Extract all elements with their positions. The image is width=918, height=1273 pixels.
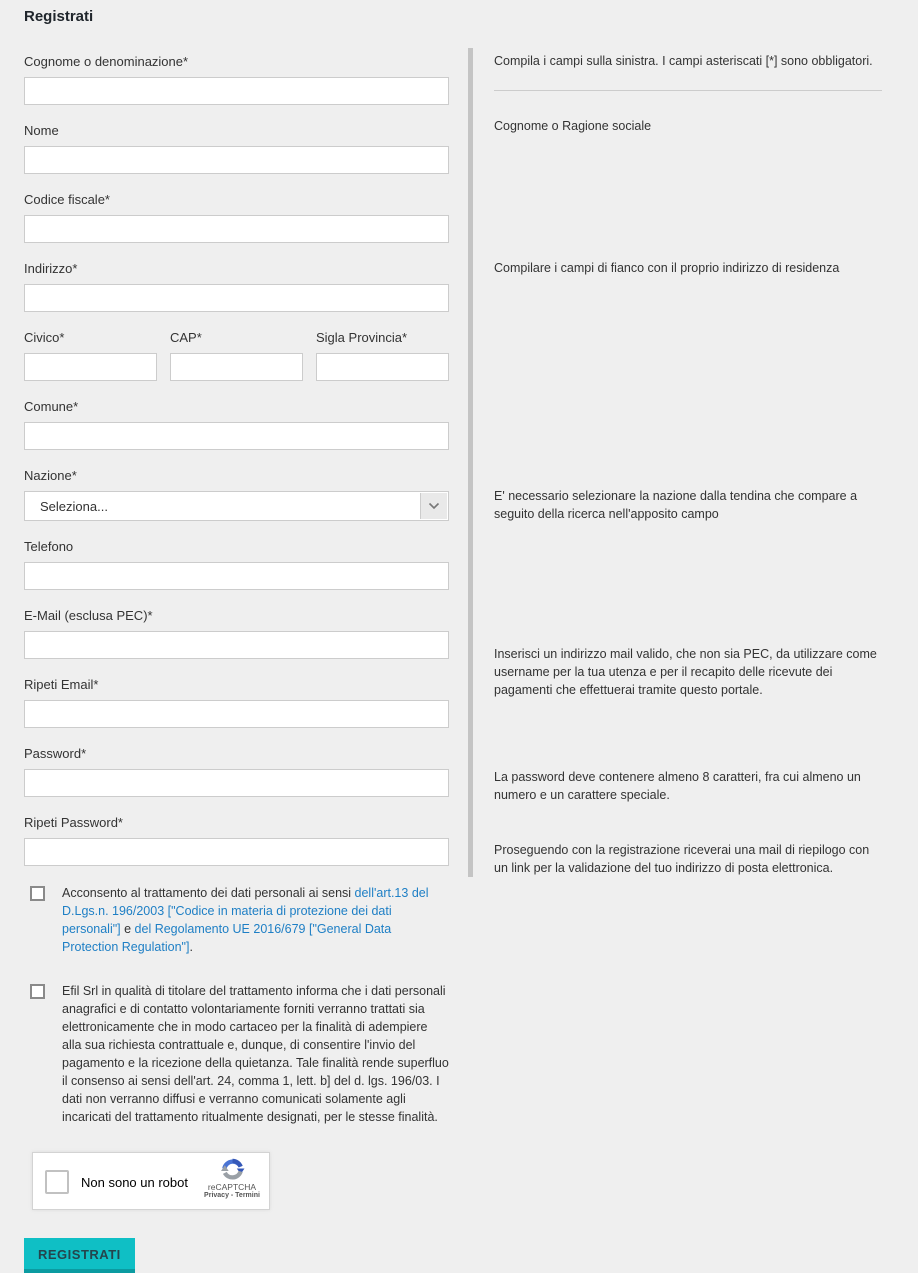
email-label: E-Mail (esclusa PEC)* xyxy=(24,608,153,623)
comune-input[interactable] xyxy=(24,422,449,450)
recaptcha-widget xyxy=(32,1152,270,1210)
password-input[interactable] xyxy=(24,769,449,797)
field-indirizzo xyxy=(24,261,449,312)
civico-label: Civico* xyxy=(24,330,65,345)
help-email: Inserisci un indirizzo mail valido, che non sia PEC, da utilizzare come username per la tua utenza e per il recapito delle ricevute dei pagamenti che effettuerai tramite questo portale. xyxy=(494,647,877,697)
gdpr-link[interactable]: del Regolamento UE 2016/679 ["General Data Protection Regulation"] xyxy=(62,922,392,954)
field-civico xyxy=(24,330,157,381)
telefono-input[interactable] xyxy=(24,562,449,590)
consent-treatment-text: Efil Srl in qualità di titolare del trattamento informa che i dati personali anagrafici e di contatto volontariamente forniti verranno trattati sia elettronicamente che in modo cartaceo per la finalità di adempiere alla sua richiesta contrattuale e, dunque, di consentire l'invio del pagamento e la ricezione della quietanza. Tale finalità rende superfluo il consenso ai sensi dell'art. 24, comma 1, lett. b] del d. lgs. 196/03. I dati non verranno diffusi e verranno comunicati solamente agli incaricati del trattamento ritualmente designati, per le stesse finalità. xyxy=(62,984,449,1124)
cognome-input[interactable] xyxy=(24,77,449,105)
nome-input[interactable] xyxy=(24,146,449,174)
consent-treatment-checkbox[interactable] xyxy=(30,984,45,999)
help-cognome: Cognome o Ragione sociale xyxy=(494,119,652,133)
chevron-down-icon[interactable] xyxy=(420,493,447,519)
help-nazione: E' necessario selezionare la nazione dalla tendina che compare a seguito della ricerca nell'apposito campo xyxy=(494,489,858,521)
recaptcha-brand xyxy=(201,1158,263,1199)
consent-privacy-checkbox[interactable] xyxy=(30,886,45,901)
comune-label: Comune* xyxy=(24,399,79,414)
help-indirizzo: Compilare i campi di fianco con il proprio indirizzo di residenza xyxy=(494,261,840,275)
consent-text-prefix: Acconsento al trattamento dei dati personali ai sensi xyxy=(62,886,355,900)
consent-text-suffix: . xyxy=(189,940,193,954)
ripeti-email-input[interactable] xyxy=(24,700,449,728)
field-comune xyxy=(24,399,449,450)
field-ripeti-password xyxy=(24,815,449,866)
civico-input[interactable] xyxy=(24,353,157,381)
consent-privacy-text xyxy=(62,884,449,956)
privacy-code-link[interactable]: dell'art.13 del D.Lgs.n. 196/2003 ["Codice in materia di protezione dei dati personali"] xyxy=(62,886,429,936)
ripeti-email-label: Ripeti Email* xyxy=(24,677,99,692)
field-password xyxy=(24,746,449,797)
registrati-button[interactable]: REGISTRATI xyxy=(24,1238,135,1273)
column-divider xyxy=(468,48,473,877)
field-sigla-provincia xyxy=(316,330,449,381)
telefono-label: Telefono xyxy=(24,539,74,554)
field-telefono xyxy=(24,539,449,590)
codice-fiscale-input[interactable] xyxy=(24,215,449,243)
codice-fiscale-label: Codice fiscale* xyxy=(24,192,110,207)
indirizzo-input[interactable] xyxy=(24,284,449,312)
consent-privacy-row xyxy=(24,884,449,956)
cognome-label: Cognome o denominazione* xyxy=(24,54,189,69)
recaptcha-brand-name: reCAPTCHA xyxy=(207,1182,257,1192)
ripeti-password-label: Ripeti Password* xyxy=(24,815,123,830)
address-detail-row xyxy=(24,330,449,381)
recaptcha-checkbox[interactable] xyxy=(45,1170,69,1194)
recaptcha-logo-icon xyxy=(221,1158,244,1181)
field-nome xyxy=(24,123,449,174)
help-final: Proseguendo con la registrazione riceverai una mail di riepilogo con un link per la validazione del tuo indirizzo di posta elettronica. xyxy=(494,843,870,875)
nazione-label: Nazione* xyxy=(24,468,77,483)
password-label: Password* xyxy=(24,746,87,761)
nome-label: Nome xyxy=(24,123,59,138)
field-cap xyxy=(170,330,303,381)
help-divider-rule xyxy=(494,90,882,91)
nazione-select[interactable] xyxy=(24,491,449,521)
sigla-provincia-label: Sigla Provincia* xyxy=(316,330,408,345)
page-title: Registrati xyxy=(24,8,94,25)
cap-input[interactable] xyxy=(170,353,303,381)
consent-text-middle: e xyxy=(120,922,135,936)
recaptcha-privacy-terms-links[interactable]: Privacy - Termini xyxy=(204,1192,260,1199)
field-cognome xyxy=(24,54,449,105)
field-nazione xyxy=(24,468,449,521)
field-email xyxy=(24,608,449,659)
consent-treatment-row xyxy=(24,982,449,1126)
recaptcha-label: Non sono un robot xyxy=(81,1175,188,1190)
help-password: La password deve contenere almeno 8 caratteri, fra cui almeno un numero e un carattere speciale. xyxy=(494,770,861,802)
email-input[interactable] xyxy=(24,631,449,659)
field-codice-fiscale xyxy=(24,192,449,243)
help-intro: Compila i campi sulla sinistra. I campi asteriscati [*] sono obbligatori. xyxy=(494,54,873,68)
nazione-selected-value: Seleziona... xyxy=(40,499,108,514)
indirizzo-label: Indirizzo* xyxy=(24,261,78,276)
registration-form xyxy=(24,54,449,1273)
ripeti-password-input[interactable] xyxy=(24,838,449,866)
cap-label: CAP* xyxy=(170,330,202,345)
sigla-provincia-input[interactable] xyxy=(316,353,449,381)
field-ripeti-email xyxy=(24,677,449,728)
